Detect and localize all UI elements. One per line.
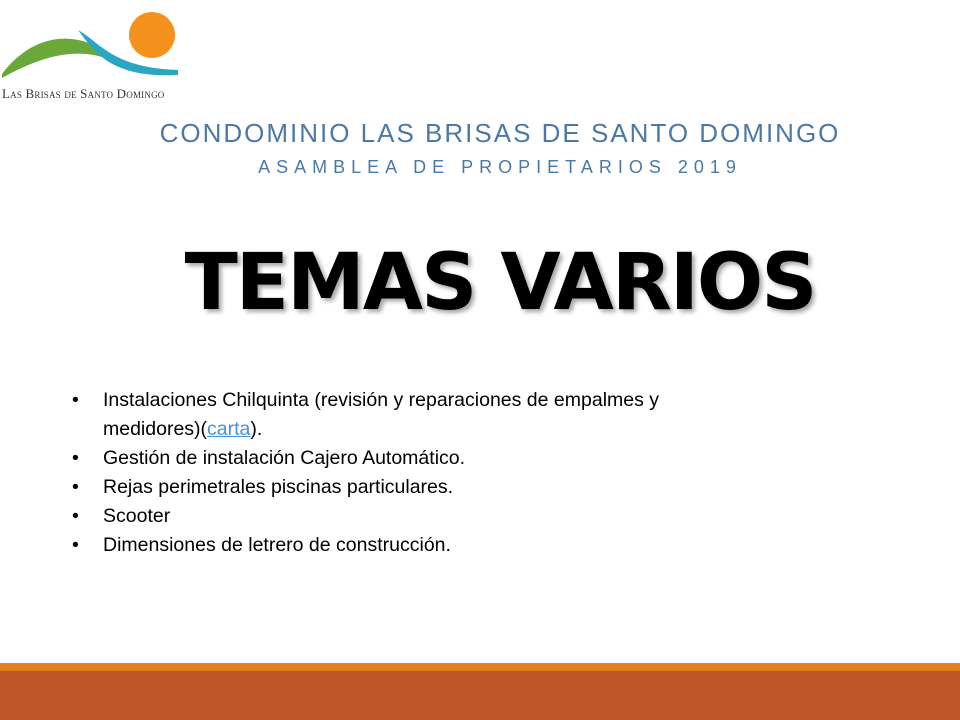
list-item-text: Scooter <box>103 505 171 527</box>
list-item <box>72 444 752 473</box>
logo <box>0 8 185 103</box>
list-item-text: Instalaciones Chilquinta (revisión y reparaciones de empalmes y medidores)( <box>103 389 660 440</box>
logo-graphic <box>0 8 185 88</box>
carta-link[interactable]: carta <box>207 418 251 440</box>
footer-band <box>0 671 960 720</box>
list-item <box>72 473 752 502</box>
list-item-text: Dimensiones de letrero de construcción. <box>103 534 451 556</box>
list-item-suffix: ). <box>250 418 263 440</box>
page-subtitle: ASAMBLEA DE PROPIETARIOS 2019 <box>258 157 742 177</box>
logo-text: Las Brisas de Santo Domingo <box>2 86 165 101</box>
list-item <box>72 502 752 531</box>
bullet-list <box>72 386 752 560</box>
page-title: CONDOMINIO LAS BRISAS DE SANTO DOMINGO <box>159 118 841 148</box>
list-item-text: Gestión de instalación Cajero Automático. <box>103 447 466 469</box>
list-item <box>72 531 752 560</box>
list-item-text: Rejas perimetrales piscinas particulares. <box>103 476 454 498</box>
slide-heading: TEMAS VARIOS <box>184 238 816 328</box>
footer-accent-line <box>0 663 960 671</box>
list-item <box>72 386 752 444</box>
